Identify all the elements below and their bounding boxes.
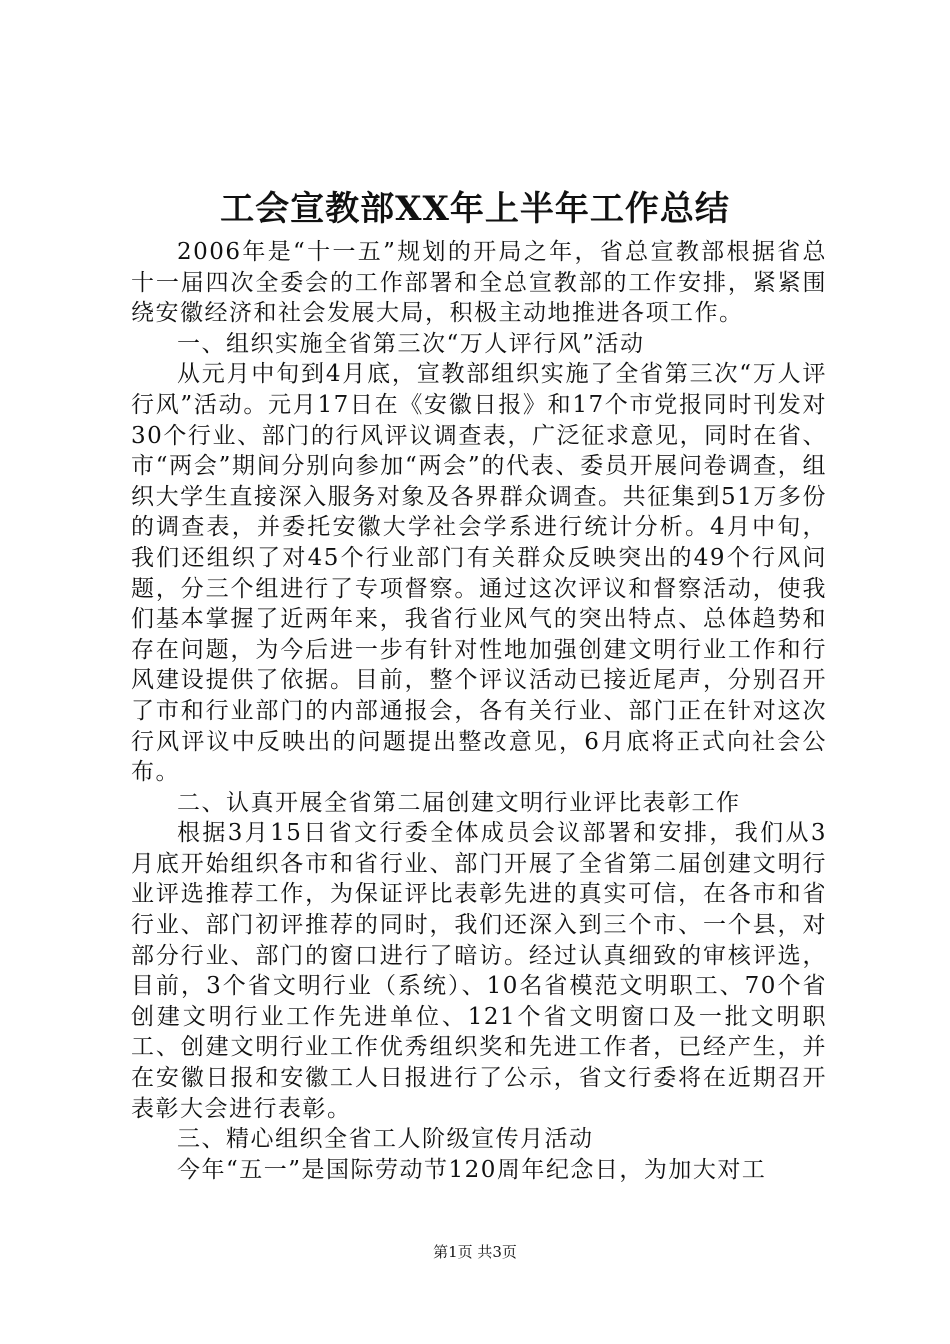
section-3-paragraph: 今年“五一”是国际劳动节120周年纪念日，为加大对工 bbox=[177, 1156, 767, 1183]
section-2-heading: 二、认真开展全省第二届创建文明行业评比表彰工作 bbox=[177, 789, 741, 816]
document-body bbox=[131, 237, 827, 1185]
section-1-heading: 一、组织实施全省第三次“万人评行风”活动 bbox=[177, 330, 645, 357]
section-1-paragraph: 从元月中旬到4月底，宣教部组织实施了全省第三次“万人评行风”活动。元月17日在《安徽日报》和17个市党报同时刊发对30个行业、部门的行风评议调查表，广泛征求意见，同时在省、市“两会”期间分别向参加“两会”的代表、委员开展问卷调查，组织大学生直接深入服务对象及各界群众调查。共征集到51万多份的调查表，并委托安徽大学社会学系进行统计分析。4月中旬，我们还组织了对45个行业部门有关群众反映突出的49个行风问题，分三个组进行了专项督察。通过这次评议和督察活动，使我们基本掌握了近两年来，我省行业风气的突出特点、总体趋势和存在问题，为今后进一步有针对性地加强创建文明行业工作和行风建设提供了依据。目前，整个评议活动已接近尾声，分别召开了市和行业部门的内部通报会，各有关行业、部门正在针对这次行风评议中反映出的问题提出整改意见，6月底将正式向社会公布。 bbox=[131, 361, 827, 786]
document-title: 工会宣教部XX年上半年工作总结 bbox=[220, 189, 730, 229]
page-footer: 第1页 共3页 bbox=[433, 1243, 517, 1261]
section-2-paragraph: 根据3月15日省文行委全体成员会议部署和安排，我们从3月底开始组织各市和省行业、部门开展了全省第二届创建文明行业评选推荐工作，为保证评比表彰先进的真实可信，在各市和省行业、部门初评推荐的同时，我们还深入到三个市、一个县，对部分行业、部门的窗口进行了暗访。经过认真细致的审核评选，目前，3个省文明行业（系统）、10名省模范文明职工、70个省创建文明行业工作先进单位、121个省文明窗口及一批文明职工、创建文明行业工作优秀组织奖和先进工作者，已经产生，并在安徽日报和安徽工人日报进行了公示，省文行委将在近期召开表彰大会进行表彰。 bbox=[131, 820, 827, 1122]
section-3-heading: 三、精心组织全省工人阶级宣传月活动 bbox=[177, 1126, 594, 1153]
intro-paragraph: 2006年是“十一五”规划的开局之年，省总宣教部根据省总十一届四次全委会的工作部署和全总宣教部的工作安排，紧紧围绕安徽经济和社会发展大局，积极主动地推进各项工作。 bbox=[131, 239, 827, 327]
